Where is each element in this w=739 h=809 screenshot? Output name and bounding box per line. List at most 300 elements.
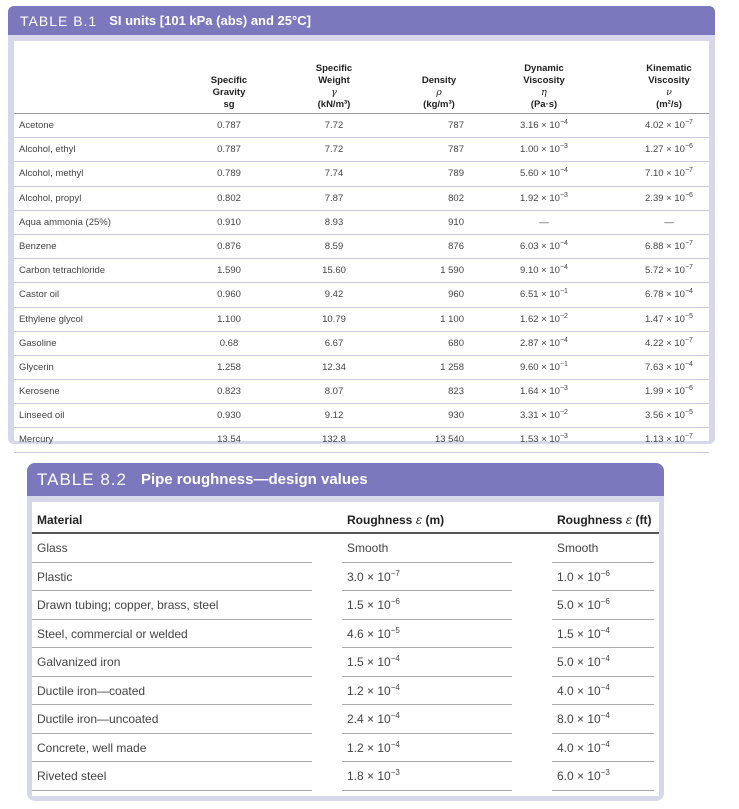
- times-ten: × 10: [363, 598, 391, 612]
- times-ten: × 10: [363, 683, 391, 698]
- fluid-name: Alcohol, methyl: [19, 168, 84, 180]
- colhead-kinematic-viscosity: [639, 45, 699, 111]
- exponent: −4: [390, 739, 400, 749]
- table-row: [14, 114, 709, 138]
- exponent: −3: [559, 191, 568, 199]
- exponent: −5: [390, 625, 400, 635]
- density: 787: [448, 120, 464, 131]
- table-row: [14, 211, 709, 235]
- roughness-ft: [557, 655, 610, 669]
- mantissa: 1.0: [557, 569, 574, 584]
- colhead-roughness-m: [347, 513, 444, 527]
- times-ten: × 10: [538, 144, 560, 156]
- mantissa: 3.56: [645, 410, 664, 422]
- colhead-text: Density: [421, 75, 457, 86]
- exponent: −7: [684, 167, 693, 175]
- mantissa: 6.78: [645, 289, 664, 301]
- mantissa: 5.72: [645, 265, 664, 277]
- table-row: [32, 591, 659, 620]
- exponent: −4: [390, 682, 400, 692]
- specific-weight: 6.67: [324, 337, 344, 349]
- specific-weight: 132.8: [322, 434, 346, 446]
- colhead-label: Roughness: [347, 513, 413, 527]
- times-ten: × 10: [663, 265, 685, 277]
- colhead-text: Viscosity: [523, 75, 565, 86]
- density: 787: [448, 144, 464, 156]
- exponent: −6: [684, 385, 693, 393]
- kinematic-viscosity: [624, 241, 714, 252]
- specific-gravity: 0.960: [217, 289, 241, 301]
- mantissa: Smooth: [347, 541, 389, 555]
- fluid-name: Alcohol, propyl: [19, 192, 82, 204]
- colhead-symbol: γ: [331, 87, 337, 98]
- exponent: −3: [600, 768, 610, 777]
- mantissa: 7.10: [645, 168, 664, 180]
- times-ten: × 10: [538, 120, 560, 131]
- table-row: [32, 705, 659, 734]
- kinematic-viscosity: [624, 386, 714, 397]
- exponent: −6: [600, 597, 610, 606]
- exponent: −4: [600, 654, 610, 663]
- mantissa: 1.13: [645, 434, 664, 446]
- density: 910: [448, 216, 464, 228]
- colhead-symbol: ε: [415, 513, 423, 527]
- colhead-text: sg: [223, 99, 235, 110]
- exponent: −4: [600, 625, 610, 635]
- colhead-specific-weight: [304, 45, 364, 111]
- table-b1: [8, 6, 715, 444]
- kinematic-viscosity: [624, 362, 714, 373]
- mantissa: 1.64: [520, 386, 539, 398]
- material-name: Plastic: [37, 569, 73, 584]
- times-ten: × 10: [573, 598, 601, 612]
- exponent: −7: [684, 433, 693, 441]
- roughness-m: [347, 655, 400, 669]
- specific-gravity: 1.258: [217, 361, 241, 373]
- table-row: [32, 677, 659, 706]
- mantissa: 1.5: [557, 626, 574, 641]
- mantissa: 4.6: [347, 626, 364, 641]
- times-ten: × 10: [538, 434, 560, 446]
- colhead-label: Roughness: [557, 513, 623, 527]
- times-ten: × 10: [363, 712, 391, 726]
- times-ten: × 10: [663, 144, 685, 156]
- table-row: [32, 648, 659, 677]
- exponent: −4: [559, 119, 568, 126]
- times-ten: × 10: [538, 240, 560, 252]
- colhead-text: Specific: [210, 75, 248, 86]
- times-ten: × 10: [663, 361, 685, 373]
- density: 789: [448, 168, 464, 180]
- times-ten: × 10: [538, 361, 560, 373]
- roughness-ft: [557, 712, 610, 726]
- exponent: −6: [684, 143, 693, 151]
- specific-weight: 8.07: [324, 386, 344, 398]
- dynamic-viscosity: [494, 120, 594, 131]
- mantissa: —: [664, 216, 674, 228]
- table-row: [14, 404, 709, 428]
- roughness-ft: [557, 541, 598, 555]
- roughness-m: [347, 627, 400, 641]
- specific-gravity: 13.54: [217, 434, 241, 446]
- colhead-unit: (kN/m³): [317, 99, 351, 110]
- kinematic-viscosity: [624, 217, 714, 228]
- times-ten: × 10: [363, 626, 391, 641]
- times-ten: × 10: [538, 313, 560, 325]
- mantissa: 2.87: [520, 337, 539, 349]
- mantissa: 6.03: [520, 240, 539, 252]
- table-8-2-header: [27, 463, 664, 496]
- times-ten: × 10: [573, 626, 601, 641]
- specific-weight: 9.42: [324, 289, 344, 301]
- colhead-text: Kinematic: [646, 63, 692, 74]
- mantissa: 1.2: [347, 683, 364, 698]
- dynamic-viscosity: [494, 338, 594, 349]
- colhead-symbol: η: [541, 87, 547, 98]
- times-ten: × 10: [538, 289, 560, 301]
- specific-gravity: 0.823: [217, 386, 241, 398]
- roughness-m: [347, 598, 400, 612]
- times-ten: × 10: [573, 569, 601, 584]
- colhead-dynamic-viscosity: [514, 45, 574, 111]
- dynamic-viscosity: [494, 217, 594, 228]
- exponent: −6: [600, 568, 610, 578]
- table-row: [32, 762, 659, 791]
- specific-weight: 9.12: [324, 410, 344, 422]
- fluid-name: Castor oil: [19, 289, 60, 301]
- table-8-2: [27, 463, 664, 801]
- colhead-roughness-ft: [557, 513, 651, 527]
- table-row: [14, 235, 709, 259]
- dynamic-viscosity: [494, 168, 594, 179]
- mantissa: 1.5: [347, 598, 364, 612]
- mantissa: 5.60: [520, 168, 539, 180]
- times-ten: × 10: [663, 313, 685, 325]
- exponent: −3: [559, 433, 568, 441]
- mantissa: 1.27: [645, 144, 664, 156]
- fluid-name: Linseed oil: [19, 410, 65, 422]
- times-ten: × 10: [573, 712, 601, 726]
- specific-gravity: 1.100: [217, 313, 241, 325]
- density: 876: [448, 240, 464, 252]
- mantissa: 9.60: [520, 361, 539, 373]
- table-row: [32, 734, 659, 763]
- specific-weight: 7.72: [324, 144, 344, 156]
- table-8-2-body: [32, 502, 659, 796]
- colhead-specific-gravity: [199, 45, 259, 111]
- specific-weight: 15.60: [322, 265, 346, 277]
- mantissa: 8.0: [557, 712, 574, 726]
- table-8-2-number: TABLE 8.2: [37, 469, 127, 489]
- table-row: [14, 332, 709, 356]
- exponent: −1: [559, 288, 568, 296]
- table-row: [14, 380, 709, 404]
- times-ten: × 10: [538, 265, 560, 277]
- times-ten: × 10: [663, 240, 685, 252]
- times-ten: × 10: [663, 120, 685, 131]
- colhead-text: Gravity: [212, 87, 246, 98]
- times-ten: × 10: [663, 168, 685, 180]
- exponent: −4: [559, 167, 568, 175]
- specific-weight: 12.34: [322, 361, 346, 373]
- kinematic-viscosity: [624, 434, 714, 445]
- fluid-name: Acetone: [19, 120, 54, 131]
- mantissa: 1.92: [520, 192, 539, 204]
- exponent: −4: [390, 711, 400, 720]
- table-b1-title: SI units [101 kPa (abs) and 25°C]: [109, 13, 311, 28]
- mantissa: 6.51: [520, 289, 539, 301]
- exponent: −4: [600, 739, 610, 749]
- roughness-m: [347, 741, 400, 755]
- exponent: −6: [390, 597, 400, 606]
- times-ten: × 10: [538, 337, 560, 349]
- exponent: −7: [390, 568, 400, 578]
- mantissa: 1.62: [520, 313, 539, 325]
- roughness-m: [347, 570, 400, 584]
- roughness-m: [347, 769, 400, 783]
- mantissa: 1.47: [645, 313, 664, 325]
- colhead-text: Specific: [315, 63, 353, 74]
- table-row: [32, 534, 659, 563]
- density: 680: [448, 337, 464, 349]
- colhead-unit: (ft): [635, 513, 652, 527]
- exponent: −3: [559, 143, 568, 151]
- table-8-2-rows: [32, 532, 659, 791]
- times-ten: × 10: [573, 683, 601, 698]
- colhead-text: Weight: [318, 75, 350, 86]
- material-name: Concrete, well made: [37, 740, 147, 755]
- kinematic-viscosity: [624, 289, 714, 300]
- table-b1-header: [8, 6, 715, 35]
- table-row: [14, 162, 709, 186]
- specific-weight: 7.87: [324, 192, 344, 204]
- mantissa: 6.88: [645, 240, 664, 252]
- roughness-ft: [557, 769, 610, 783]
- exponent: −7: [684, 336, 693, 344]
- roughness-ft: [557, 570, 610, 584]
- specific-gravity: 1.590: [217, 265, 241, 277]
- material-name: Ductile iron—coated: [37, 683, 146, 698]
- specific-gravity: 0.802: [217, 192, 241, 204]
- density: 960: [448, 289, 464, 301]
- times-ten: × 10: [663, 289, 685, 301]
- times-ten: × 10: [363, 569, 391, 584]
- mantissa: 1.2: [347, 740, 364, 755]
- exponent: −2: [559, 312, 568, 320]
- times-ten: × 10: [538, 386, 560, 398]
- density: 13 540: [434, 434, 464, 446]
- roughness-m: [347, 684, 400, 698]
- material-name: Drawn tubing; copper, brass, steel: [37, 598, 219, 612]
- times-ten: × 10: [363, 740, 391, 755]
- roughness-ft: [557, 741, 610, 755]
- roughness-ft: [557, 627, 610, 641]
- colhead-unit: (m²/s): [656, 99, 682, 110]
- exponent: −4: [559, 336, 568, 344]
- specific-gravity: 0.787: [217, 120, 241, 131]
- density: 1 258: [440, 361, 464, 373]
- exponent: −7: [684, 264, 693, 272]
- exponent: −2: [559, 409, 568, 417]
- colhead-text: Viscosity: [648, 75, 690, 86]
- mantissa: 9.10: [520, 265, 539, 277]
- specific-weight: 7.74: [324, 168, 344, 180]
- dynamic-viscosity: [494, 314, 594, 325]
- material-name: Ductile iron—uncoated: [37, 712, 159, 726]
- mantissa: 4.0: [557, 683, 574, 698]
- exponent: −7: [684, 119, 693, 126]
- row-rule: [552, 790, 654, 791]
- row-rule: [32, 790, 312, 791]
- exponent: −4: [390, 654, 400, 663]
- roughness-m: [347, 541, 388, 555]
- dynamic-viscosity: [494, 265, 594, 276]
- fluid-name: Benzene: [19, 240, 57, 252]
- times-ten: × 10: [663, 410, 685, 422]
- table-b1-rows: [14, 114, 709, 453]
- exponent: −6: [684, 191, 693, 199]
- mantissa: 3.31: [520, 410, 539, 422]
- mantissa: —: [539, 216, 549, 228]
- exponent: −4: [684, 288, 693, 296]
- kinematic-viscosity: [624, 265, 714, 276]
- colhead-density: [409, 45, 469, 111]
- colhead-symbol: ρ: [436, 87, 442, 98]
- fluid-name: Carbon tetrachloride: [19, 265, 106, 277]
- times-ten: × 10: [363, 769, 391, 783]
- colhead-unit: (m): [425, 513, 445, 527]
- material-name: Riveted steel: [37, 769, 107, 783]
- times-ten: × 10: [538, 410, 560, 422]
- specific-weight: 8.93: [324, 216, 344, 228]
- colhead-text: Dynamic: [524, 63, 564, 74]
- specific-gravity: 0.789: [217, 168, 241, 180]
- mantissa: 1.00: [520, 144, 539, 156]
- mantissa: 7.63: [645, 361, 664, 373]
- exponent: −5: [684, 312, 693, 320]
- times-ten: × 10: [538, 168, 560, 180]
- dynamic-viscosity: [494, 193, 594, 204]
- fluid-name: Gasoline: [19, 337, 57, 349]
- specific-weight: 10.79: [322, 313, 346, 325]
- mantissa: 3.0: [347, 569, 364, 584]
- mantissa: 5.0: [557, 655, 574, 669]
- fluid-name: Glycerin: [19, 361, 54, 373]
- mantissa: 1.99: [645, 386, 664, 398]
- fluid-name: Aqua ammonia (25%): [19, 216, 111, 228]
- mantissa: 5.0: [557, 598, 574, 612]
- mantissa: 1.53: [520, 434, 539, 446]
- exponent: −1: [559, 360, 568, 368]
- roughness-ft: [557, 598, 610, 612]
- dynamic-viscosity: [494, 289, 594, 300]
- times-ten: × 10: [538, 192, 560, 204]
- mantissa: 4.02: [645, 120, 664, 131]
- specific-gravity: 0.876: [217, 240, 241, 252]
- colhead-symbol: ε: [625, 513, 633, 527]
- mantissa: 1.5: [347, 655, 364, 669]
- table-row: [14, 187, 709, 211]
- table-row: [32, 620, 659, 649]
- mantissa: 2.4: [347, 712, 364, 726]
- colhead-unit: (kg/m³): [423, 99, 455, 110]
- mantissa: 3.16: [520, 120, 539, 131]
- material-name: Steel, commercial or welded: [37, 626, 188, 641]
- colhead-symbol: ν: [666, 87, 672, 98]
- mantissa: 2.39: [645, 192, 664, 204]
- dynamic-viscosity: [494, 386, 594, 397]
- exponent: −5: [684, 409, 693, 417]
- specific-weight: 8.59: [324, 240, 344, 252]
- exponent: −7: [684, 239, 693, 247]
- fluid-name: Kerosene: [19, 386, 60, 398]
- dynamic-viscosity: [494, 434, 594, 445]
- kinematic-viscosity: [624, 144, 714, 155]
- dynamic-viscosity: [494, 241, 594, 252]
- table-row: [14, 356, 709, 380]
- times-ten: × 10: [363, 655, 391, 669]
- specific-gravity: 0.68: [219, 337, 239, 349]
- table-row: [32, 563, 659, 592]
- mantissa: 4.22: [645, 337, 664, 349]
- fluid-name: Mercury: [19, 434, 54, 446]
- kinematic-viscosity: [624, 193, 714, 204]
- exponent: −4: [559, 239, 568, 247]
- fluid-name: Alcohol, ethyl: [19, 144, 76, 156]
- material-name: Galvanized iron: [37, 655, 121, 669]
- exponent: −4: [684, 360, 693, 368]
- density: 823: [448, 386, 464, 398]
- mantissa: 6.0: [557, 769, 574, 783]
- exponent: −3: [390, 768, 400, 777]
- density: 1 100: [440, 313, 464, 325]
- kinematic-viscosity: [624, 338, 714, 349]
- kinematic-viscosity: [624, 120, 714, 131]
- table-row: [14, 308, 709, 332]
- times-ten: × 10: [663, 192, 685, 204]
- specific-weight: 7.72: [324, 120, 344, 131]
- dynamic-viscosity: [494, 410, 594, 421]
- exponent: −4: [600, 682, 610, 692]
- kinematic-viscosity: [624, 168, 714, 179]
- mantissa: 4.0: [557, 740, 574, 755]
- mantissa: 1.8: [347, 769, 364, 783]
- table-b1-body: [14, 41, 709, 446]
- table-8-2-title: Pipe roughness—design values: [140, 471, 368, 488]
- density: 930: [448, 410, 464, 422]
- density: 1 590: [440, 265, 464, 277]
- exponent: −4: [600, 711, 610, 720]
- colhead-unit: (Pa·s): [530, 99, 558, 110]
- exponent: −3: [559, 385, 568, 393]
- times-ten: × 10: [573, 740, 601, 755]
- dynamic-viscosity: [494, 362, 594, 373]
- density: 802: [448, 192, 464, 204]
- row-rule: [342, 790, 512, 791]
- mantissa: Smooth: [557, 541, 599, 555]
- colhead-material: Material: [37, 513, 83, 527]
- material-name: Glass: [37, 541, 68, 555]
- times-ten: × 10: [573, 655, 601, 669]
- table-row: [14, 259, 709, 283]
- roughness-m: [347, 712, 400, 726]
- times-ten: × 10: [663, 434, 685, 446]
- times-ten: × 10: [663, 386, 685, 398]
- fluid-name: Ethylene glycol: [19, 313, 83, 325]
- table-row: [14, 428, 709, 452]
- times-ten: × 10: [663, 337, 685, 349]
- table-row: [14, 138, 709, 162]
